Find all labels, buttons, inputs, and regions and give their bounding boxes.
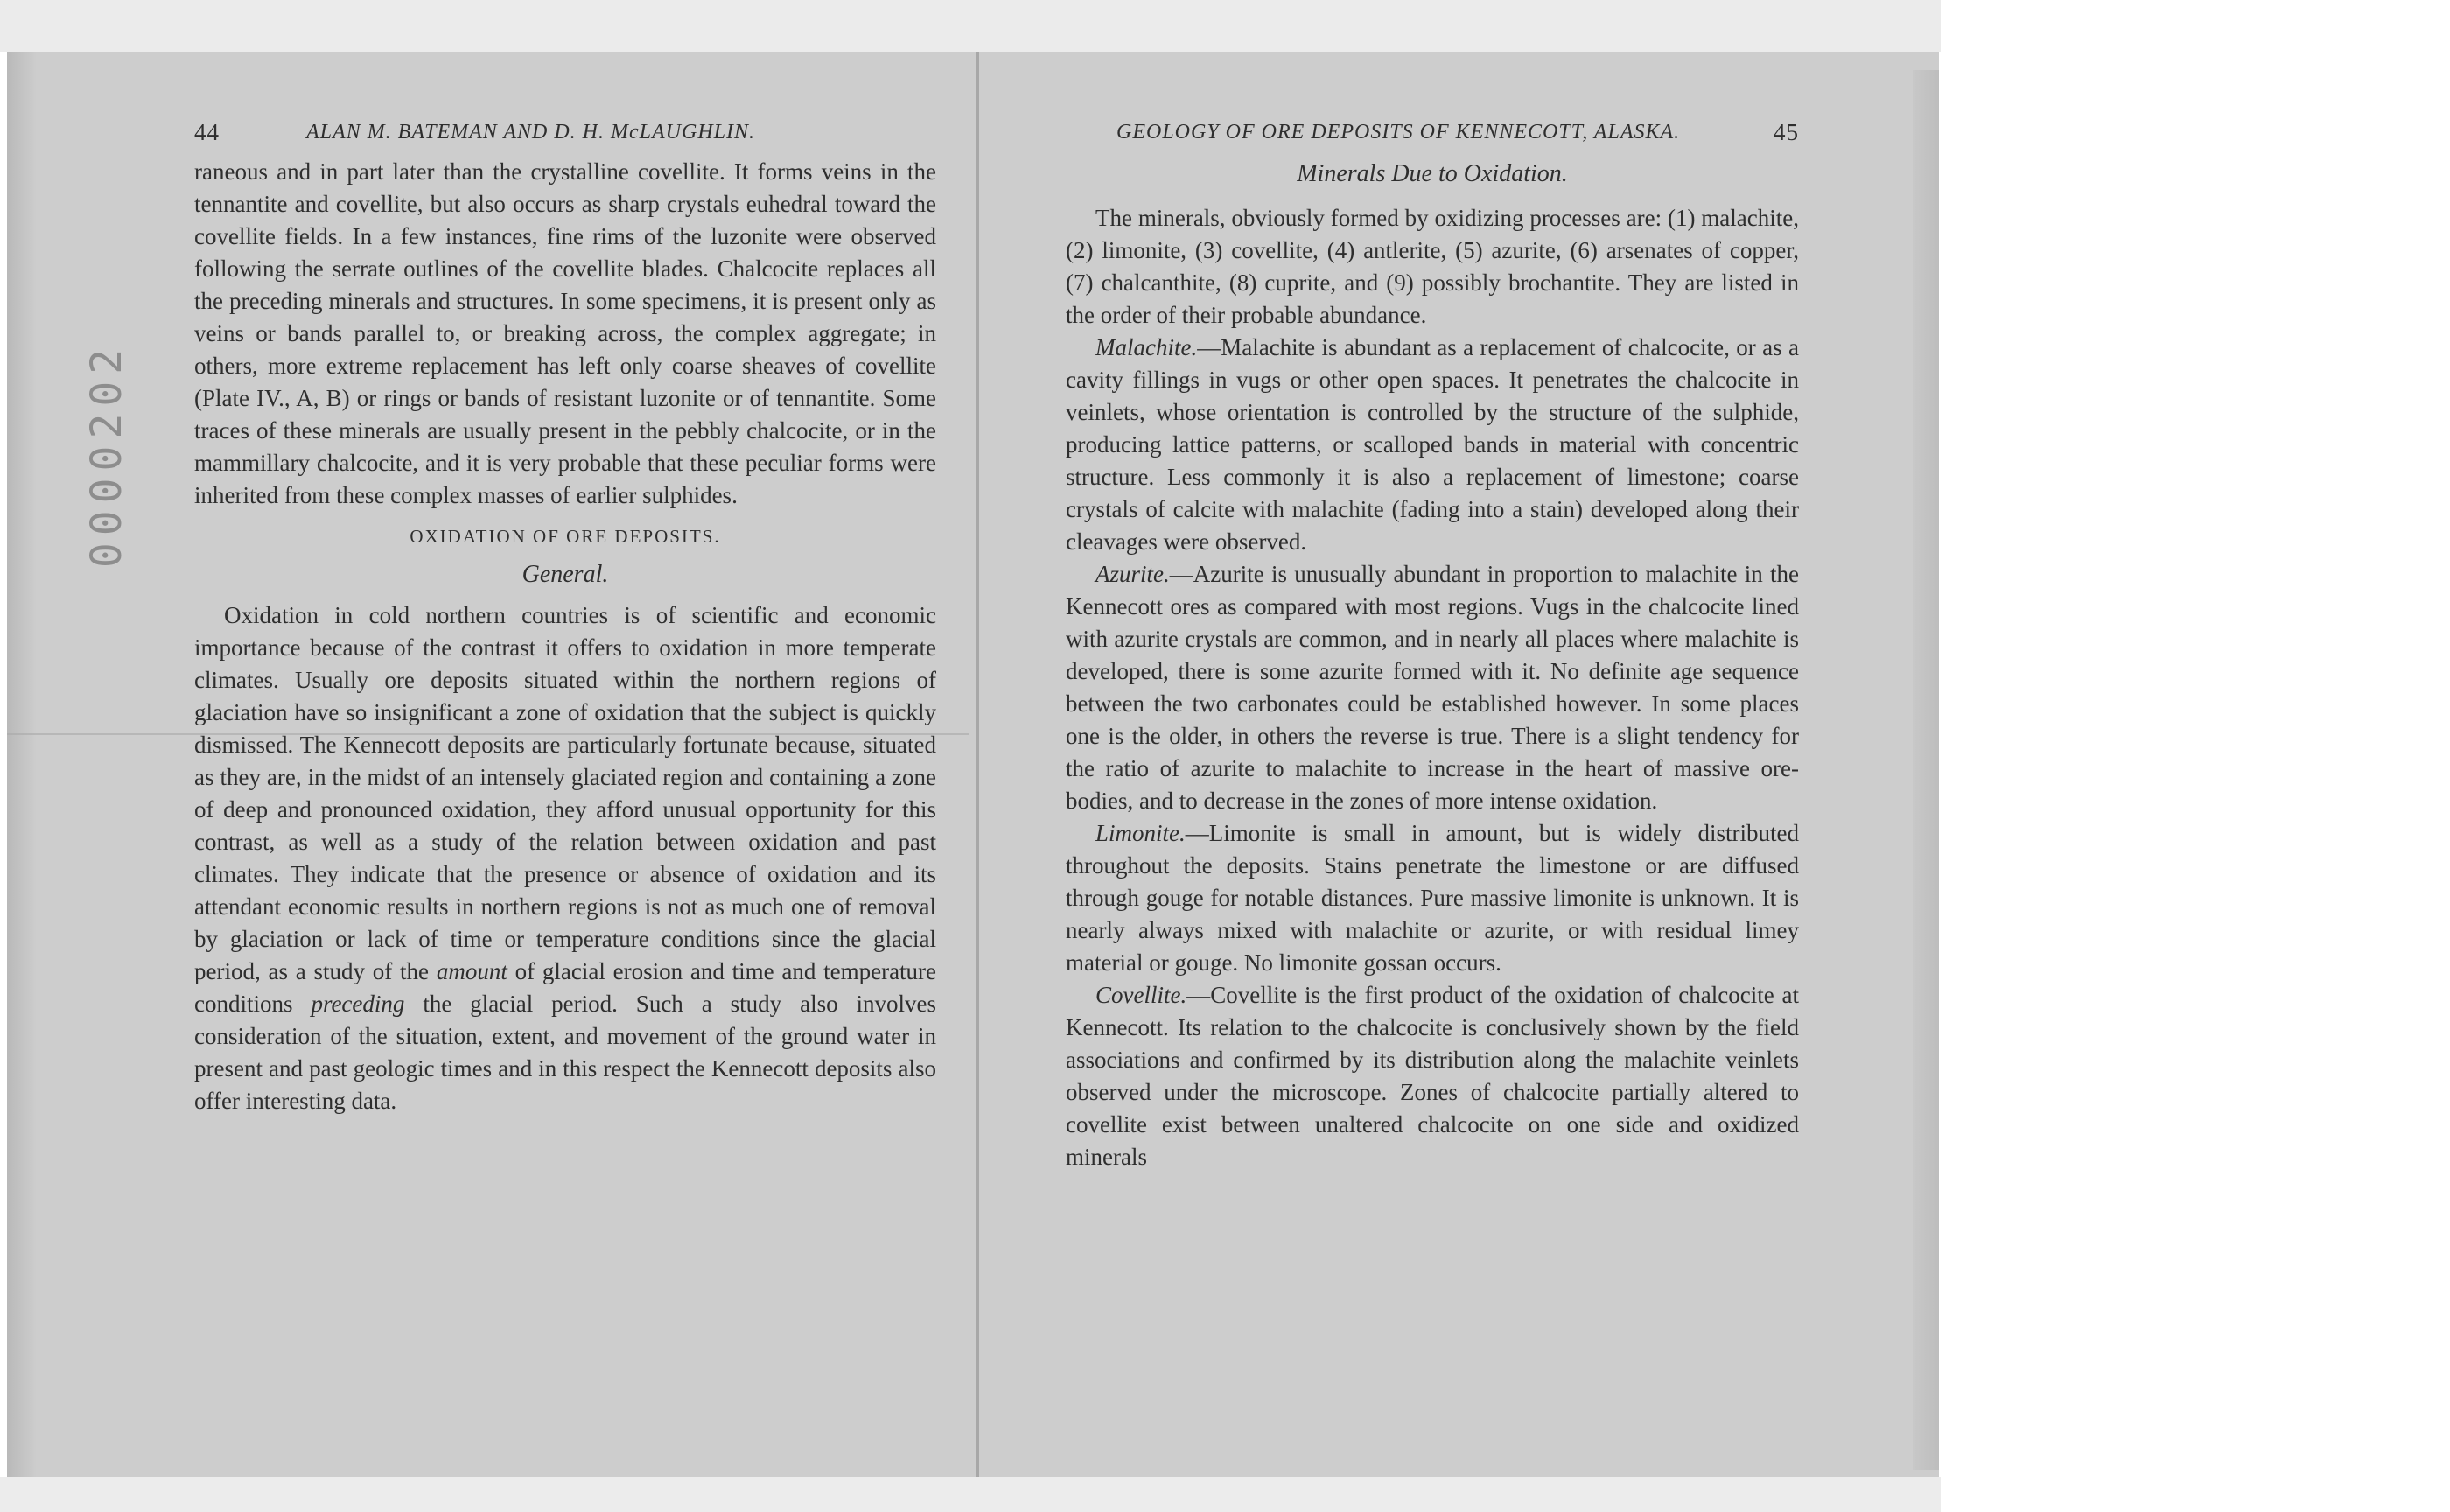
- archive-stamp-number: 0000202: [82, 341, 132, 569]
- general-text-3: the glacial period. Such a study also involves consideration of the situation, extent, and movement of the ground water in present and past geologic times and in this respect the Kennecott deposits also offer interesting data.: [194, 990, 937, 1114]
- paragraph-intro: raneous and in part later than the crystalline covellite. It forms veins in the tennantite and covellite, but also occurs as sharp crystals euhedral toward the covellite fields. In a few instances, fine rims of the luzonite were observed following the serrate outlines of the covellite blades. Chalcocite replaces all the preceding minerals and structures. In some specimens, it is present only as veins or bands parallel to, or breaking across, the complex aggregate; in others, more extreme replacement has left only coarse sheaves of covellite (Plate IV., A, B) or rings or bands of resistant luzonite or of tennantite. Some traces of these minerals are usually present in the pebbly chalcocite, or in the mammillary chalcocite, and it is very probable that these peculiar forms were inherited from these complex masses of earlier sulphides.: [194, 158, 936, 508]
- section-heading: OXIDATION OF ORE DEPOSITS.: [410, 526, 721, 547]
- general-text-1: Oxidation in cold northern countries is of scientific and economic importance because of the contrast it offers to oxidation in more temperate climates. Usually ore deposits situated within the northern regions of glaciation have so insignificant a zone of oxidation that the subject is quickly dismissed. The Kennecott deposits are particularly fortunate because, situated as they are, in the midst of an intensely glaciated region and containing a zone of deep and pronounced oxidation, they afford unusual opportunity for this contrast, as well as a study of the relation between oxidation and past climates. They indicate that the presence or absence of oxidation and its attendant economic results in northern regions is not as much one of removal by glaciation or lack of time or temperature conditions since the glacial period, as a study of the: [194, 602, 936, 984]
- right-running-title: GEOLOGY OF ORE DEPOSITS OF KENNECOTT, ALASKA.: [1116, 121, 1681, 144]
- subheading-minerals: Minerals Due to Oxidation.: [1297, 160, 1568, 187]
- scanner-bottom-margin: [0, 1477, 1941, 1512]
- right-running-head: [1066, 114, 1799, 156]
- term-limonite: Limonite.: [1096, 820, 1186, 846]
- malachite-text: —Malachite is abundant as a replacement of chalcocite, or as a cavity fillings in vugs or other open spaces. It penetrates the chalcocite in veinlets, whose orientation is controlled by the structure of the sulphide, producing lattice patterns, or scalloped bands in material with concentric structure. Less commonly it is also a replacement of limestone; coarse crystals of calcite with malachite (fading into a stain) developed along their cleavages were observed.: [1066, 334, 1799, 555]
- paragraph-malachite: [1066, 332, 1799, 558]
- right-page-number: 45: [1774, 119, 1799, 145]
- subheading-general: General.: [522, 561, 609, 588]
- left-body: [194, 156, 936, 1117]
- term-covellite: Covellite.: [1096, 982, 1187, 1008]
- right-page: [1066, 114, 1799, 1173]
- azurite-text: —Azurite is unusually abundant in proportion to malachite in the Kennecott ores as compared with most regions. Vugs in the chalcocite lined with azurite crystals are common, and in nearly all places where malachite is developed, there is some azurite formed with it. No definite age sequence between the two carbonates could be established however. In some places one is the older, in others the reverse is true. There is a slight tendency for the ratio of azurite to malachite to increase in the heart of massive ore-bodies, and to decrease in the zones of more intense oxidation.: [1066, 561, 1799, 814]
- term-malachite: Malachite.: [1096, 334, 1198, 360]
- left-page-number: 44: [194, 119, 220, 145]
- archive-stamp: [80, 341, 133, 569]
- scan-left-edge: [7, 52, 37, 1477]
- general-text-2: of glacial erosion and time and temperature conditions: [194, 958, 937, 1017]
- left-running-title: ALAN M. BATEMAN AND D. H. McLAUGHLIN.: [306, 121, 755, 144]
- italic-preceding: preceding: [311, 990, 405, 1017]
- scan-right-edge: [1913, 70, 1939, 1470]
- paragraph-limonite: [1066, 817, 1799, 979]
- paragraph-general: [194, 599, 936, 1117]
- italic-amount: amount: [436, 958, 508, 984]
- left-running-head: [194, 114, 936, 156]
- paragraph-minerals: The minerals, obviously formed by oxidizing processes are: (1) malachite, (2) limonite, (3) covellite, (4) antlerite, (5) azurite, (6) arsenates of copper, (7) chalcanthite, (8) cuprite, and (9) possibly brochantite. They are listed in the order of their probable abundance.: [1066, 205, 1799, 328]
- right-body: [1066, 158, 1799, 1173]
- term-azurite: Azurite.: [1096, 561, 1170, 587]
- limonite-text: —Limonite is small in amount, but is widely distributed throughout the deposits. Stains penetrate the limestone or are diffused through gouge for notable distances. Pure massive limonite is unknown. It is nearly always mixed with malachite or azurite, or with residual limey material or gouge. No limonite gossan occurs.: [1066, 820, 1799, 976]
- paragraph-azurite: [1066, 558, 1799, 817]
- left-page: [194, 114, 936, 1117]
- book-spine: [976, 52, 979, 1477]
- covellite-text: —Covellite is the first product of the oxidation of chalcocite at Kennecott. Its relation to the chalcocite is conclusively shown by the field associations and confirmed by its distribution along the malachite veinlets observed under the microscope. Zones of chalcocite partially altered to covellite exist between unaltered chalcocite on one side and oxidized minerals: [1066, 982, 1799, 1170]
- paragraph-covellite: [1066, 979, 1799, 1173]
- scanner-top-margin: [0, 0, 1941, 52]
